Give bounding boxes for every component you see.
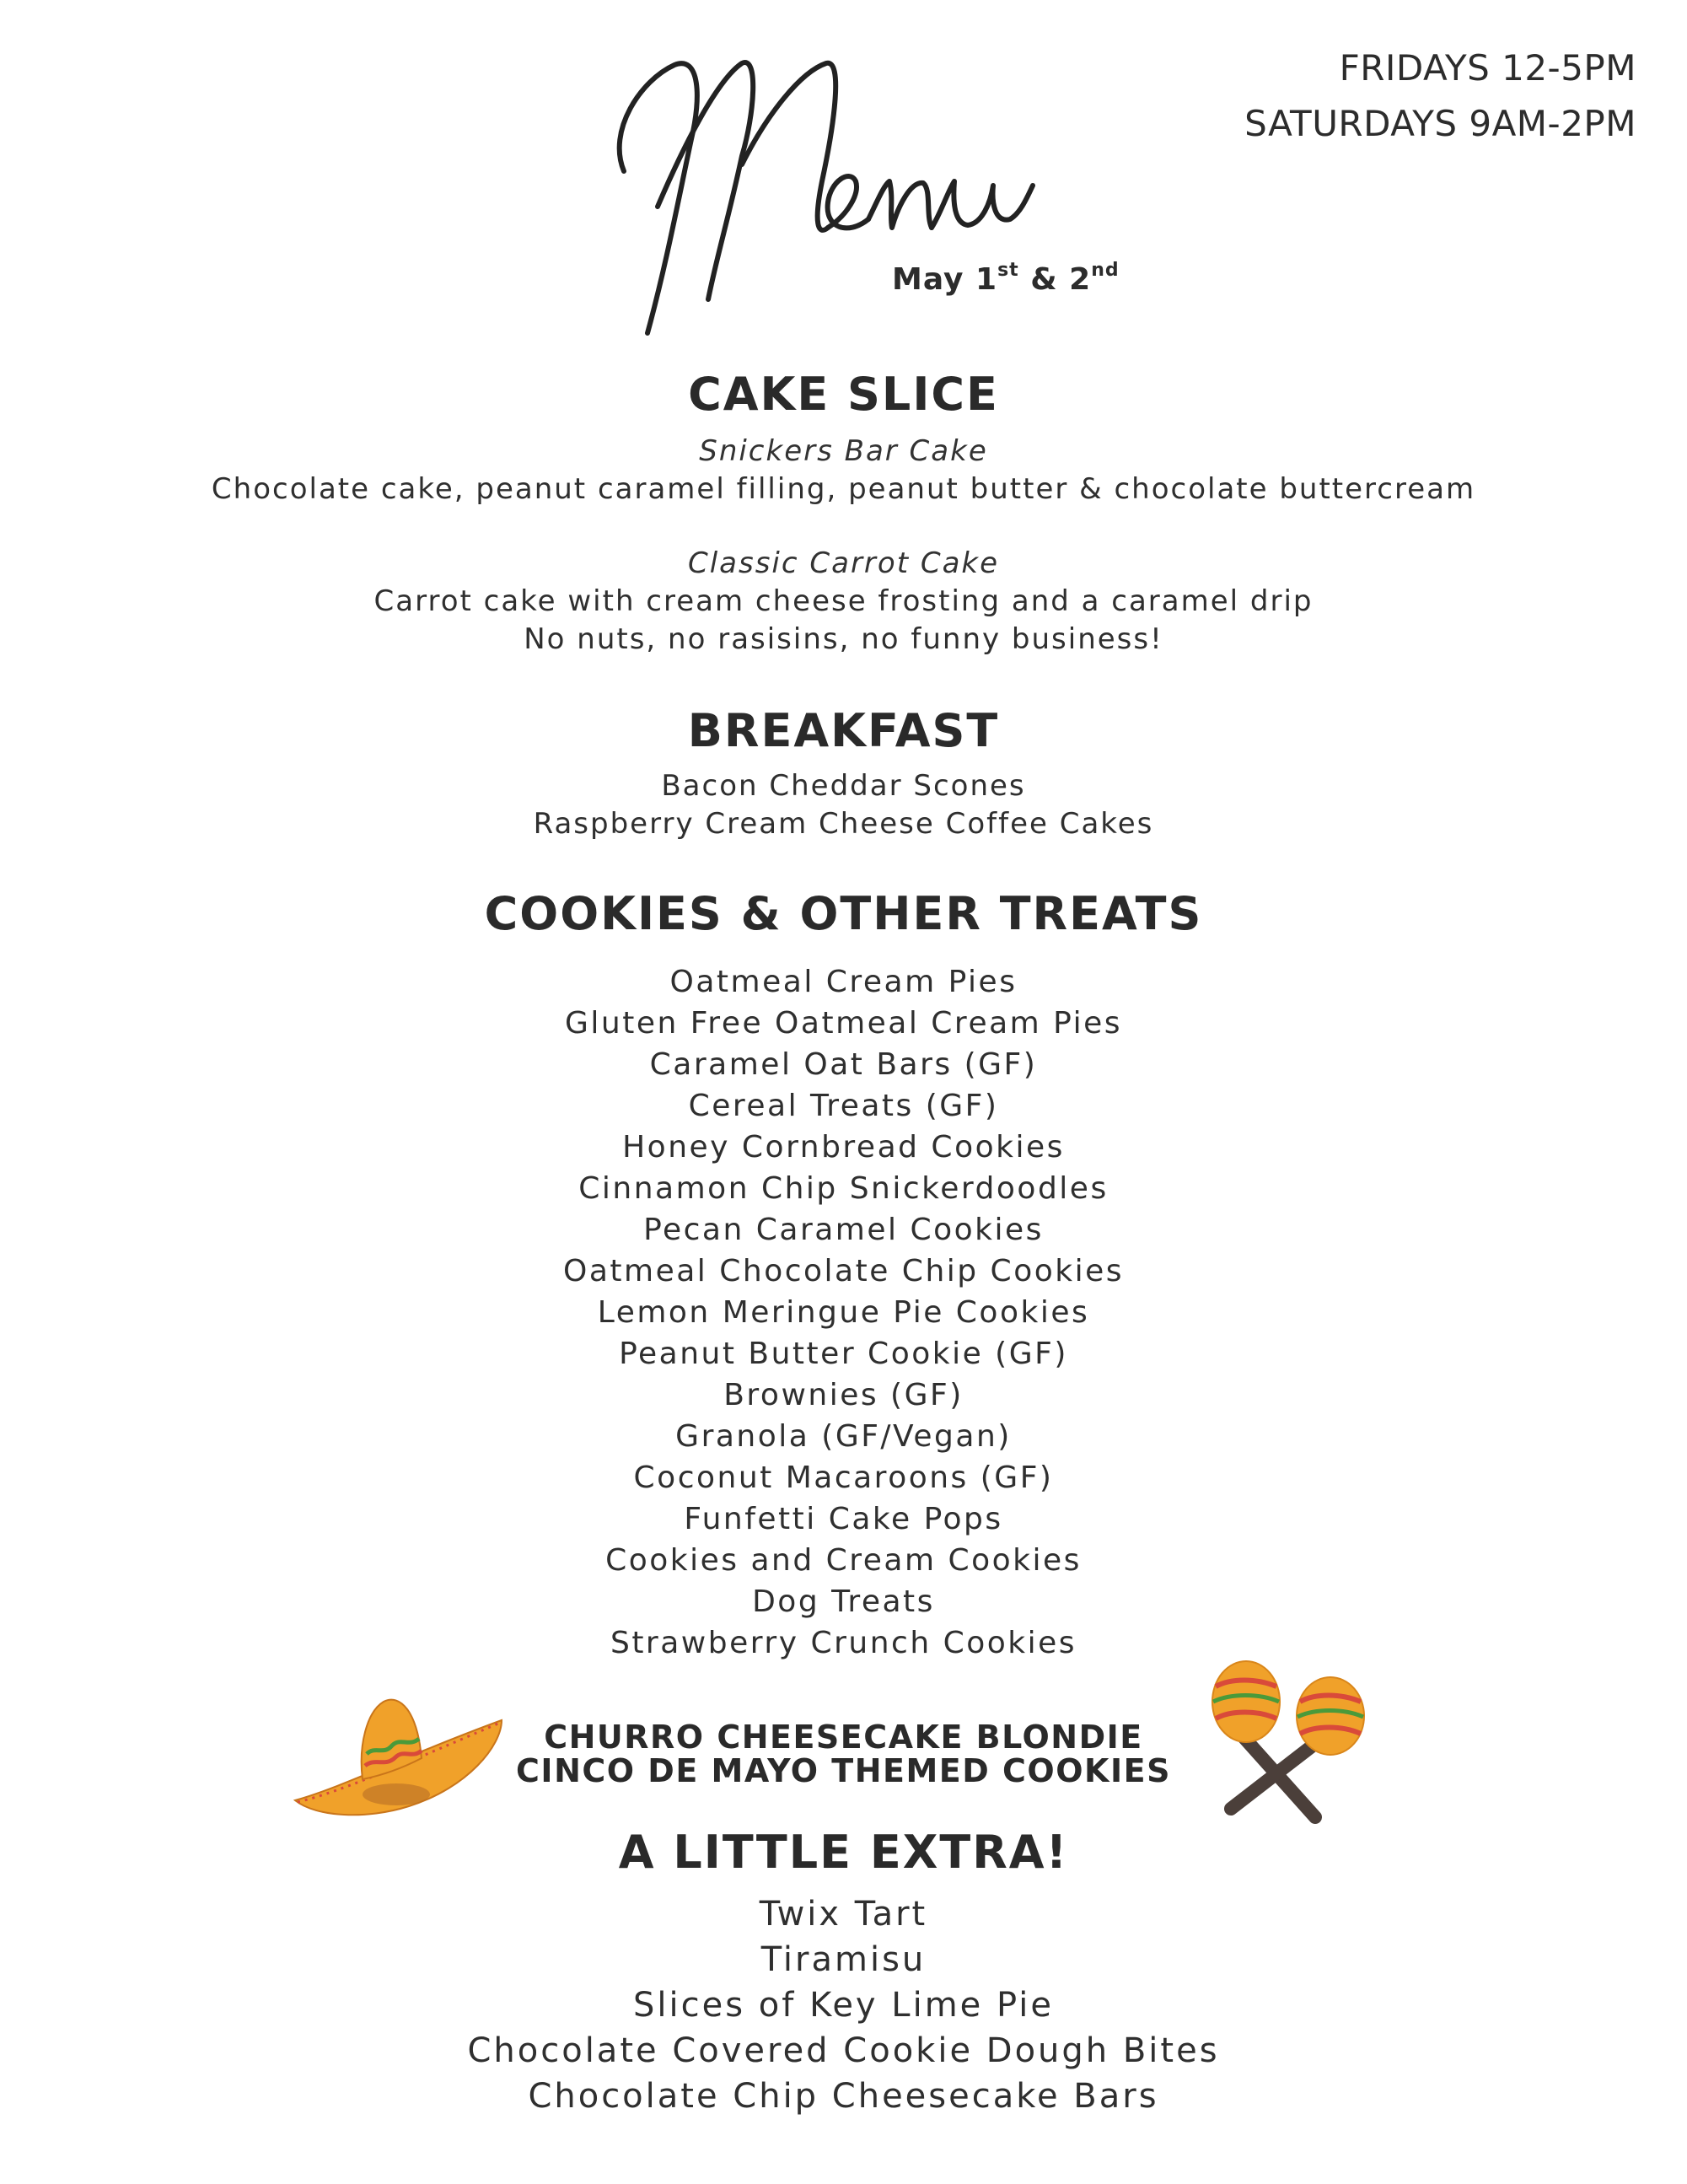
cake-item-2-desc-2: No nuts, no rasisins, no funny business! xyxy=(524,622,1163,656)
extra-item: Tiramisu xyxy=(760,1940,927,1979)
special-item: CINCO DE MAYO THEMED COOKIES xyxy=(516,1752,1171,1789)
extra-item: Twix Tart xyxy=(759,1895,928,1934)
cookie-item: Gluten Free Oatmeal Cream Pies xyxy=(564,1006,1122,1041)
specials xyxy=(0,1720,1687,1788)
cookie-item: Pecan Caramel Cookies xyxy=(643,1213,1044,1247)
extra-list xyxy=(0,1891,1687,2119)
cookie-item: Cinnamon Chip Snickerdoodles xyxy=(578,1171,1109,1206)
cookie-item: Oatmeal Chocolate Chip Cookies xyxy=(563,1254,1124,1288)
cookie-item: Granola (GF/Vegan) xyxy=(675,1419,1012,1454)
date-suffix-2: nd xyxy=(1091,260,1120,281)
cookie-item: Dog Treats xyxy=(752,1584,935,1619)
date-text-2: & 2 xyxy=(1018,262,1092,297)
extra-item: Chocolate Chip Cheesecake Bars xyxy=(528,2077,1159,2116)
extra-item: Slices of Key Lime Pie xyxy=(633,1986,1054,2025)
cookie-item: Brownies (GF) xyxy=(723,1378,964,1412)
cookies-heading: COOKIES & OTHER TREATS xyxy=(484,887,1203,940)
menu-script-title xyxy=(607,46,1045,350)
cake-item-2-name: Classic Carrot Cake xyxy=(687,546,1000,580)
date-text: May 1 xyxy=(892,262,998,297)
cake-item-1-name: Snickers Bar Cake xyxy=(699,434,988,468)
cookie-item: Caramel Oat Bars (GF) xyxy=(649,1047,1038,1082)
cookies-list xyxy=(0,961,1687,1664)
extra-heading: A LITTLE EXTRA! xyxy=(618,1826,1069,1879)
cake-item-1-desc: Chocolate cake, peanut caramel filling, peanut butter & chocolate buttercream xyxy=(211,472,1476,506)
cookie-item: Cookies and Cream Cookies xyxy=(605,1543,1082,1578)
breakfast-item: Bacon Cheddar Scones xyxy=(661,769,1026,803)
special-item: CHURRO CHEESECAKE BLONDIE xyxy=(544,1719,1143,1756)
cookie-item: Strawberry Crunch Cookies xyxy=(610,1626,1077,1660)
cookie-item: Coconut Macaroons (GF) xyxy=(633,1460,1054,1495)
menu-date xyxy=(892,260,1120,297)
cookie-item: Funfetti Cake Pops xyxy=(684,1502,1003,1536)
opening-hours xyxy=(1244,40,1636,152)
cookie-item: Oatmeal Cream Pies xyxy=(669,965,1018,999)
cookie-item: Honey Cornbread Cookies xyxy=(622,1130,1065,1165)
cookie-item: Peanut Butter Cookie (GF) xyxy=(619,1337,1068,1371)
cookie-item: Cereal Treats (GF) xyxy=(688,1089,999,1123)
cake-item-2-desc-1: Carrot cake with cream cheese frosting and a caramel drip xyxy=(373,584,1314,618)
cake-heading: CAKE SLICE xyxy=(688,368,999,421)
breakfast-heading: BREAKFAST xyxy=(687,704,1000,757)
extra-item: Chocolate Covered Cookie Dough Bites xyxy=(467,2031,1220,2070)
breakfast-item: Raspberry Cream Cheese Coffee Cakes xyxy=(533,807,1154,841)
cookie-item: Lemon Meringue Pie Cookies xyxy=(597,1295,1090,1330)
hours-friday: FRIDAYS 12-5PM xyxy=(1339,47,1636,89)
date-suffix-1: st xyxy=(997,260,1019,281)
hours-saturday: SATURDAYS 9AM-2PM xyxy=(1244,103,1636,144)
